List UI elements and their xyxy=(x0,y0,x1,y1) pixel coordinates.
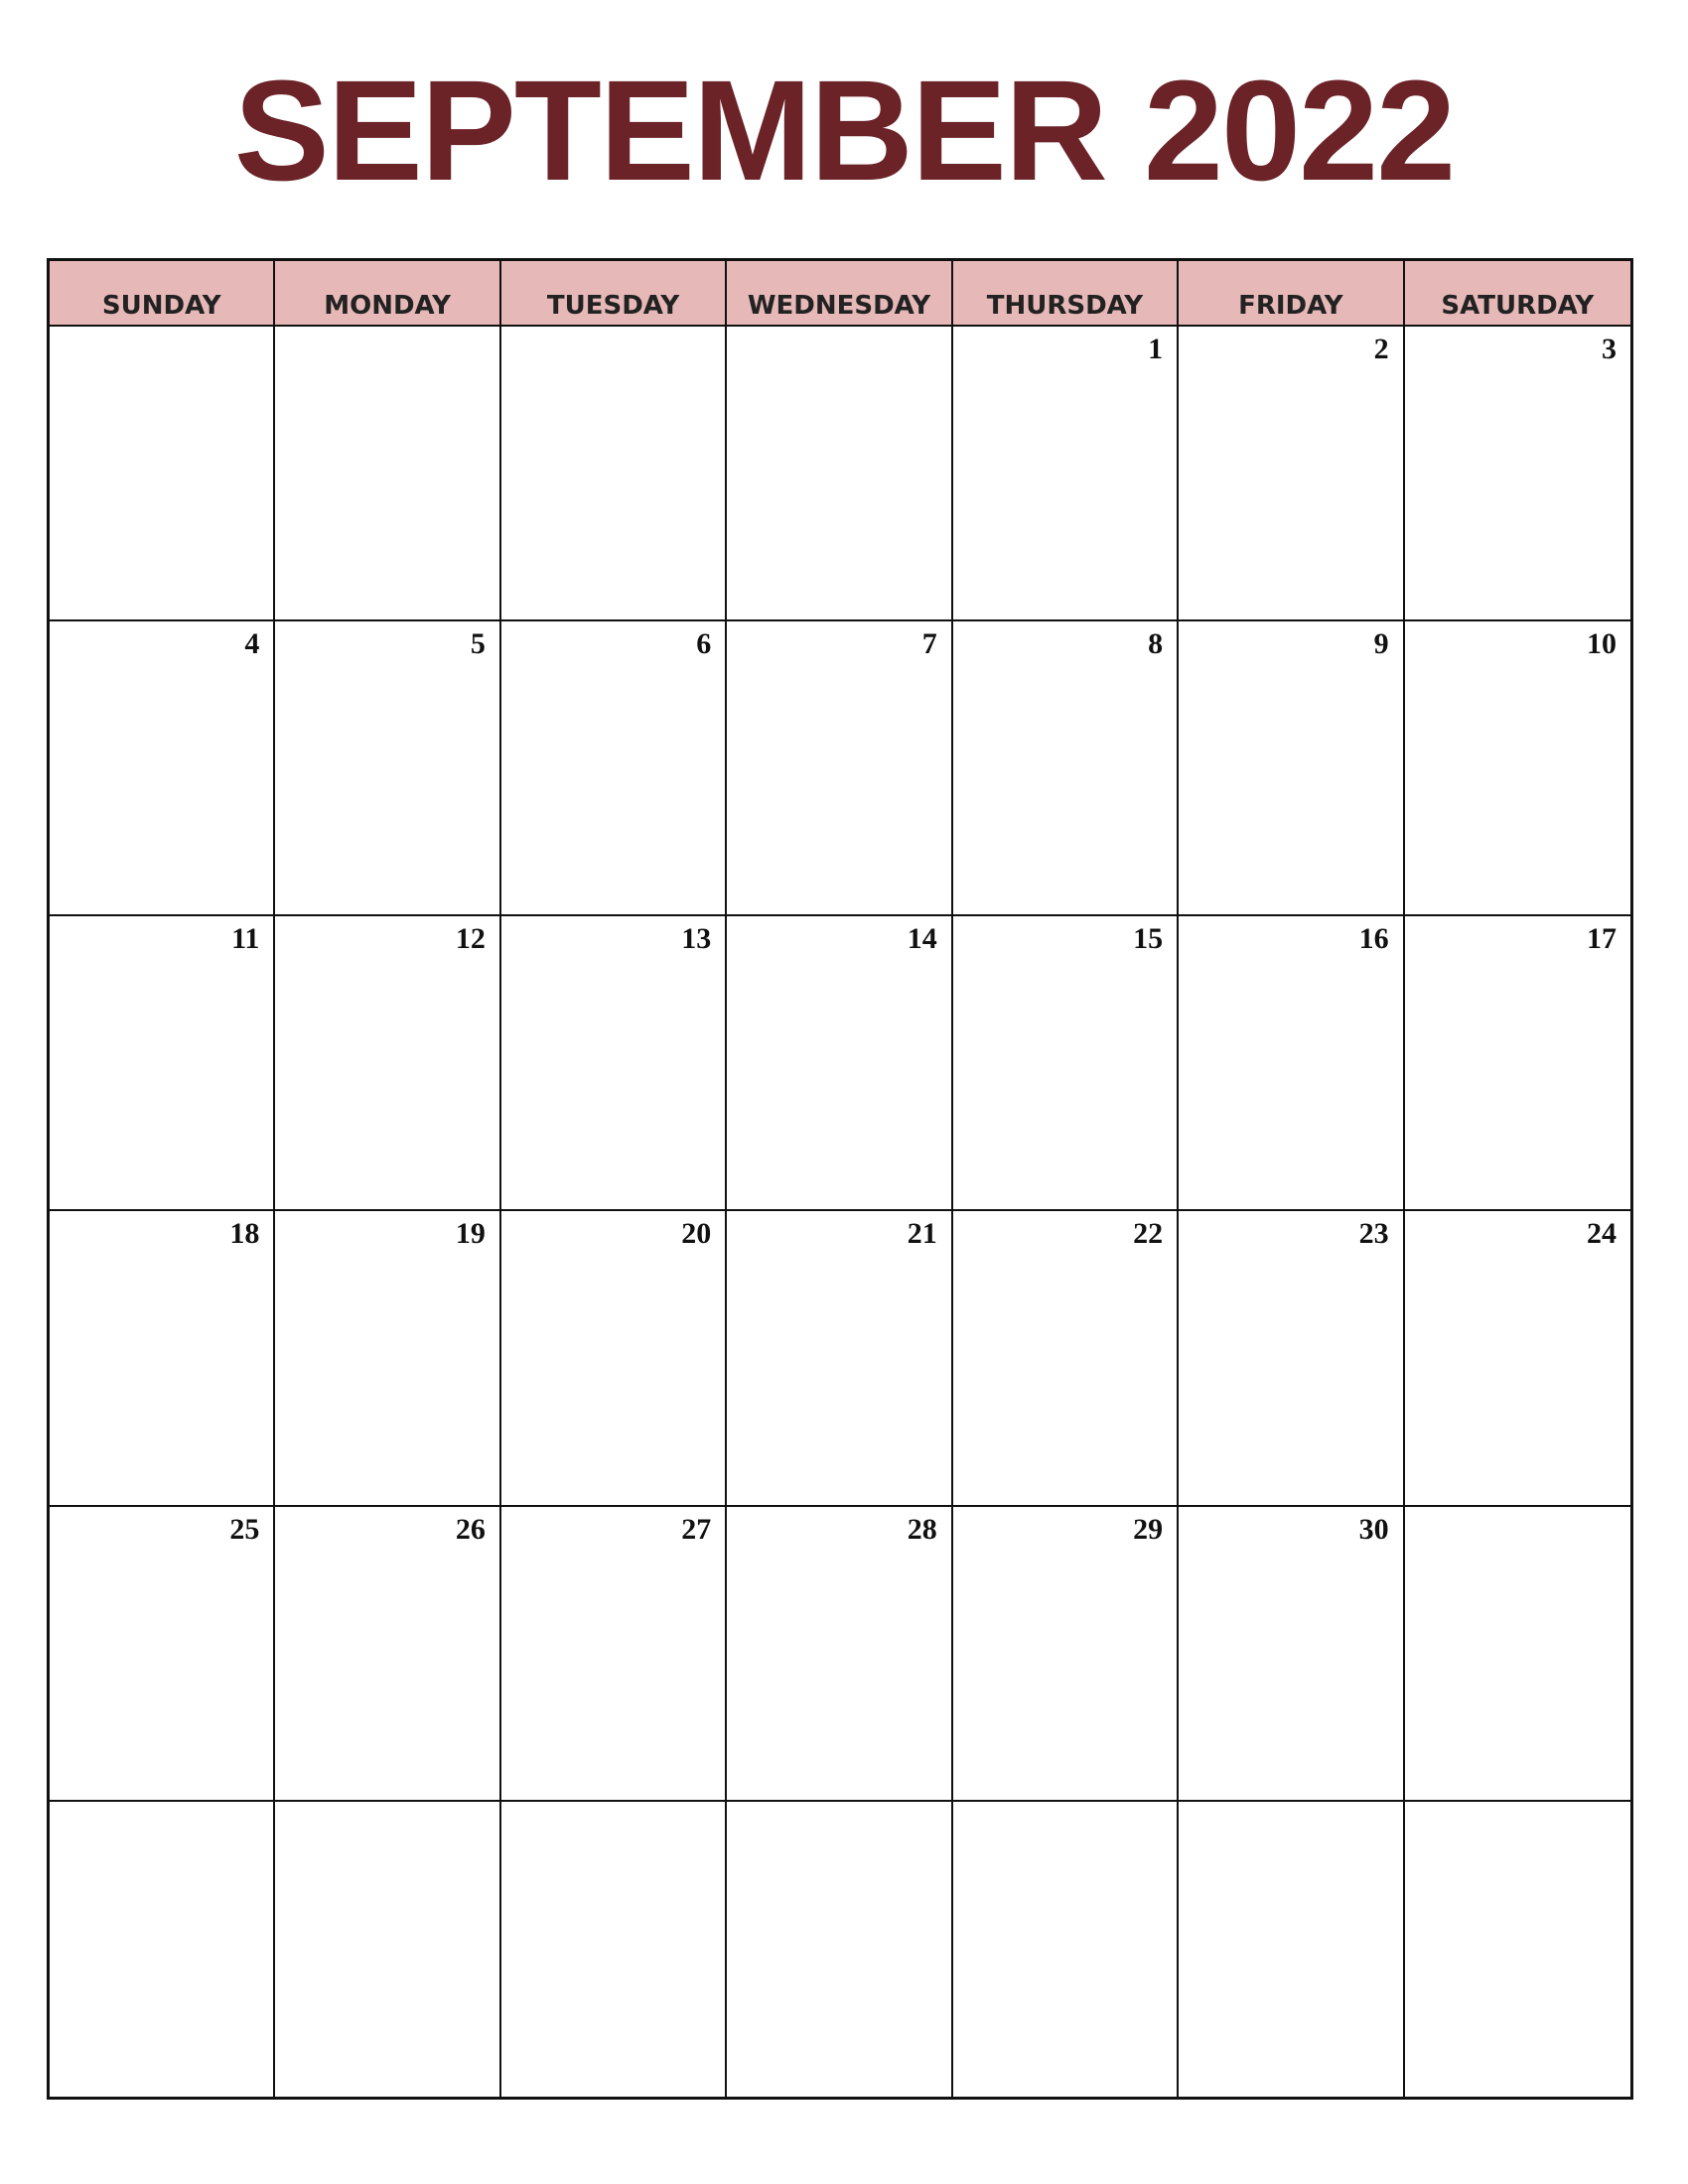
day-cell xyxy=(1179,916,1404,1211)
day-number: 13 xyxy=(681,922,712,956)
day-cell xyxy=(501,621,727,916)
weekday-header-saturday: SATURDAY xyxy=(1405,261,1630,327)
day-cell xyxy=(275,327,500,621)
calendar-grid xyxy=(47,258,1633,2100)
day-number: 14 xyxy=(907,922,937,956)
day-cell xyxy=(1179,1211,1404,1506)
day-cell xyxy=(727,1802,952,2097)
day-number: 5 xyxy=(470,627,486,661)
day-cell xyxy=(953,621,1179,916)
day-cell xyxy=(50,1802,275,2097)
day-number: 18 xyxy=(229,1217,260,1251)
day-cell xyxy=(1405,916,1630,1211)
weekday-header-wednesday: WEDNESDAY xyxy=(727,261,952,327)
day-cell xyxy=(1179,1802,1404,2097)
day-number: 8 xyxy=(1148,627,1164,661)
day-cell xyxy=(275,1211,500,1506)
day-cell xyxy=(275,621,500,916)
day-number: 25 xyxy=(229,1512,260,1546)
day-number: 23 xyxy=(1358,1217,1389,1251)
day-number: 21 xyxy=(907,1217,937,1251)
weekday-header-monday: MONDAY xyxy=(275,261,500,327)
day-number: 6 xyxy=(696,627,712,661)
day-cell xyxy=(953,1211,1179,1506)
day-cell xyxy=(1179,621,1404,916)
day-number: 12 xyxy=(455,922,486,956)
day-cell xyxy=(1179,327,1404,621)
day-cell xyxy=(1405,621,1630,916)
day-cell xyxy=(501,916,727,1211)
day-cell xyxy=(501,1211,727,1506)
weekday-header-tuesday: TUESDAY xyxy=(501,261,727,327)
day-cell xyxy=(1405,1802,1630,2097)
day-number: 15 xyxy=(1133,922,1164,956)
day-number: 2 xyxy=(1373,333,1389,365)
day-cell xyxy=(727,1211,952,1506)
day-number: 22 xyxy=(1133,1217,1164,1251)
day-cell xyxy=(727,327,952,621)
day-cell xyxy=(275,1802,500,2097)
day-cell xyxy=(50,916,275,1211)
day-cell xyxy=(501,1507,727,1802)
day-cell xyxy=(1405,1211,1630,1506)
day-cell xyxy=(1405,1507,1630,1802)
day-cell xyxy=(50,1507,275,1802)
day-cell xyxy=(1405,327,1630,621)
day-cell xyxy=(50,327,275,621)
day-cell xyxy=(501,327,727,621)
day-number: 27 xyxy=(681,1512,712,1546)
day-number: 17 xyxy=(1587,922,1617,956)
day-cell xyxy=(727,916,952,1211)
day-number: 9 xyxy=(1373,627,1389,661)
day-number: 20 xyxy=(681,1217,712,1251)
day-cell xyxy=(50,621,275,916)
weekday-header-sunday: SUNDAY xyxy=(50,261,275,327)
day-number: 30 xyxy=(1358,1512,1389,1546)
day-cell xyxy=(275,916,500,1211)
day-number: 10 xyxy=(1587,627,1617,661)
day-number: 16 xyxy=(1358,922,1389,956)
day-cell xyxy=(727,621,952,916)
day-cell xyxy=(953,916,1179,1211)
day-number: 26 xyxy=(455,1512,486,1546)
day-cell xyxy=(953,327,1179,621)
day-cell xyxy=(953,1507,1179,1802)
day-number: 24 xyxy=(1587,1217,1617,1251)
day-number: 19 xyxy=(455,1217,486,1251)
day-number: 11 xyxy=(231,922,260,956)
day-number: 1 xyxy=(1148,333,1164,365)
day-cell xyxy=(50,1211,275,1506)
day-cell xyxy=(1179,1507,1404,1802)
day-number: 4 xyxy=(244,627,260,661)
calendar-title: SEPTEMBER 2022 xyxy=(233,51,1455,210)
day-cell xyxy=(275,1507,500,1802)
day-number: 3 xyxy=(1602,333,1617,365)
weekday-header-friday: FRIDAY xyxy=(1179,261,1404,327)
day-cell xyxy=(727,1507,952,1802)
weekday-header-thursday: THURSDAY xyxy=(953,261,1179,327)
day-cell xyxy=(953,1802,1179,2097)
day-number: 29 xyxy=(1133,1512,1164,1546)
day-number: 28 xyxy=(907,1512,937,1546)
day-cell xyxy=(501,1802,727,2097)
day-number: 7 xyxy=(921,627,937,661)
